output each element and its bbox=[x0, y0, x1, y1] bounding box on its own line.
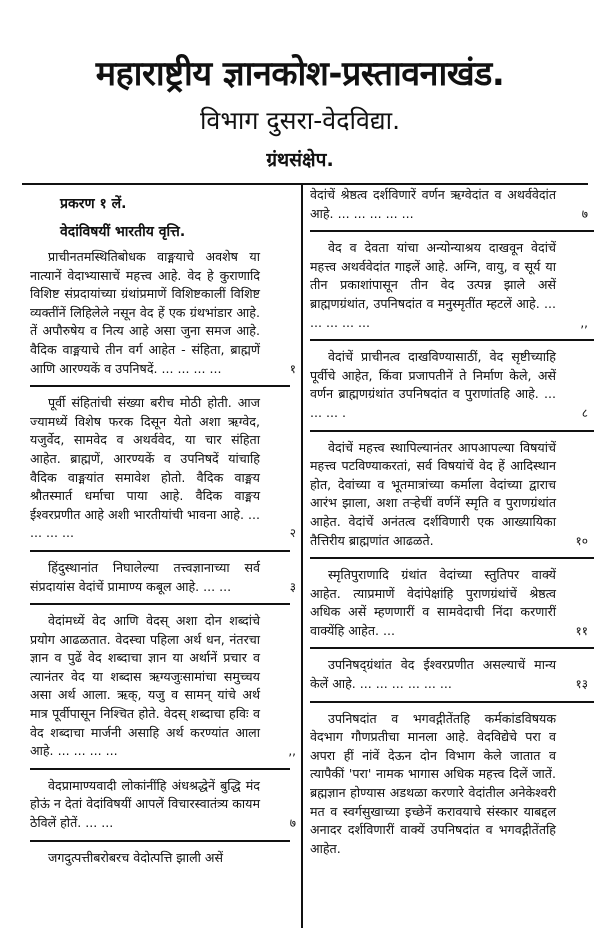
paragraph-number: १ bbox=[289, 361, 296, 376]
page-title: महाराष्ट्रीय ज्ञानकोश-प्रस्तावनाखंड. bbox=[95, 54, 505, 94]
paragraph-number: ७ bbox=[581, 206, 588, 221]
paragraph bbox=[30, 777, 296, 833]
paragraph-text: हिंदुस्थानांत निघालेल्या तत्त्वज्ञानाच्या सर्व संप्रदायांस वेदांचें प्रामाण्य कबूल आहे. ... ... bbox=[30, 559, 260, 594]
paragraph-number: ७ bbox=[289, 816, 296, 831]
paragraph-separator bbox=[310, 647, 594, 649]
paragraph bbox=[310, 348, 588, 422]
paragraph-text: उपनिषद्ग्रंथांत वेद ईश्वरप्रणीत असल्याचें मान्य केलें आहे. ... ... ... ... ... ... bbox=[310, 657, 556, 692]
paragraph-text: वेदांचें श्रेष्ठत्व दर्शविणारें वर्णन ऋग्वेदांत व अथर्ववेदांत आहे. ... ... ... ... ... bbox=[310, 187, 556, 221]
paragraph bbox=[30, 849, 260, 868]
paragraph-text: जगदुत्पत्तीबरोबरच वेदोत्पत्ति झाली असें bbox=[48, 849, 224, 865]
paragraph-number: २ bbox=[289, 526, 296, 541]
paragraph-separator bbox=[30, 550, 290, 552]
paragraph-number: ११ bbox=[575, 623, 588, 638]
page-subtitle: विभाग दुसरा-वेदविद्या. bbox=[199, 106, 401, 135]
paragraph-number: १३ bbox=[575, 677, 588, 692]
paragraph-separator bbox=[30, 840, 290, 842]
left-column bbox=[30, 186, 296, 867]
paragraph bbox=[30, 248, 296, 378]
column-divider bbox=[301, 183, 303, 928]
paragraph-text: वेदांचें प्राचीनत्व दाखविण्यासाठीं, वेद सृष्टीच्याहि पूर्वीचे आहेत, किंवा प्रजापतीनें ते निर्माण केले, असें वर्णन ब्राह्मणग्रंथांत उपनिषदांत व पुराणांतहि आहे. ... ... ... . bbox=[310, 349, 556, 420]
paragraph-separator bbox=[310, 339, 594, 341]
paragraph bbox=[30, 394, 296, 543]
paragraph-separator bbox=[30, 385, 290, 387]
paragraph bbox=[30, 559, 296, 596]
paragraph-number: ,, bbox=[288, 744, 296, 759]
paragraph-separator bbox=[30, 768, 290, 770]
paragraph-separator bbox=[310, 701, 594, 703]
paragraph bbox=[310, 186, 588, 223]
paragraph bbox=[310, 439, 588, 551]
paragraph bbox=[310, 239, 588, 332]
section-title: ग्रंथसंक्षेप. bbox=[266, 149, 334, 171]
paragraph-text: प्राचीनतमस्थितिबोधक वाङ्मयाचे अवशेष या नात्यानें वेदाभ्यासाचें महत्त्व आहे. वेद हे कुराणादि विशिष्ट संप्रदायांच्या ग्रंथांप्रमाणें विशिष्टकालीं विशिष्ट व्यक्तींनें लिहिलेले नसून वेद हें एक ग्रंथभांडार आहे. तें अपौरुषेय व नित्य आहे असा जुना समज आहे. वैदिक वाङ्मयाचे तीन वर्ग आहेत - संहिता, ब्राह्मणें आणि आरण्यकें व उपनिषदें. ... ... ... ... bbox=[30, 249, 260, 376]
paragraph-number: ,, bbox=[580, 315, 588, 330]
right-column bbox=[310, 186, 588, 858]
paragraph-number: ३ bbox=[289, 579, 296, 594]
paragraph-text: स्मृतिपुराणादि ग्रंथांत वेदांच्या स्तुतिपर वाक्यें आहेत. त्याप्रमाणें वेदांपेक्षांहि पुराणग्रंथांचें श्रेष्ठत्व अधिक असें म्हणणारीं व सामवेदाची निंदा करणारीं वाक्येंहि आहेत. ... bbox=[310, 567, 556, 638]
header-rule bbox=[22, 183, 588, 185]
chapter-subheading: वेदांविषयीं भारतीय वृत्ति. bbox=[60, 224, 186, 240]
paragraph-text: उपनिषदांत व भगवद्गीतेंतहि कर्मकांडविषयक वेदभाग गौणप्रतीचा मानला आहे. वेदविद्येचे परा व अपरा हीं नांवें देऊन दोन विभाग केले जातात व त्यापैकीं 'परा' नामक भागास अधिक महत्त्व दिलें जातें. ब्रह्मज्ञान होण्यास अडथळा करणारे वेदांतील अनेकेश्वरी मत व स्वर्गसुखाच्या इच्छेनें करावयाचे संस्कार याबद्दल अनादर दर्शविणारीं वाक्यें उपनिषदांत व भगवद्गीतेंतहि आहेत. bbox=[310, 710, 556, 856]
paragraph-text: पूर्वी संहितांची संख्या बरीच मोठी होती. आज ज्यामध्यें विशेष फरक दिसून येतो अशा ऋग्वेद, यजुर्वेद, सामवेद व अथर्ववेद, या चार संहिता आहेत. ब्राह्मणें, आरण्यकें व उपनिषदें यांचाहि वैदिक वाङ्मयांत समावेश होतो. वैदिक वाङ्मय श्रौतस्मार्त धर्माचा पाया आहे. वैदिक वाङ्मय ईश्वरप्रणीत आहे अशी भारतीयांची भावना आहे. ... ... ... ... bbox=[30, 395, 260, 541]
paragraph bbox=[310, 710, 556, 859]
chapter-heading: प्रकरण १ लें. bbox=[60, 196, 127, 212]
paragraph bbox=[310, 566, 588, 640]
paragraph-text: वेद व देवता यांचा अन्योन्याश्रय दाखवून वेदांचें महत्त्व अथर्ववेदांत गाइलें आहे. अग्नि, वायु, व सूर्य या तीन प्रकाशांपासून तीन वेद उत्पन्न झाले असें ब्राह्मणग्रंथांत, उपनिषदांत व मनुस्मृतींत म्हटलें आहे. ... ... ... ... ... bbox=[310, 240, 556, 330]
paragraph-separator bbox=[310, 430, 594, 432]
paragraph-text: वेदांमध्यें वेद आणि वेदस् अशा दोन शब्दांचे प्रयोग आढळतात. वेदस्चा पहिला अर्थ धन, नंतरचा ज्ञान व पुढें वेद शब्दाचा ज्ञान या अर्थानें प्रचार व त्यानंतर वेद या शब्दास ऋग्यजुःसामांचा समुच्चय असा अर्थ आला. ऋक्, यजु व सामन् यांचे अर्थ मात्र पूर्वीपासून निश्चित होते. वेदस् शब्दाचा हविः व वेद शब्दाचा मार्जनी असाहि अर्थ करण्यांत आला आहे. ... ... ... ... bbox=[30, 613, 260, 759]
paragraph-text: वेदांचें महत्त्व स्थापिल्यानंतर आपआपल्या विषयांचें महत्त्व पटविण्याकरतां, सर्व विषयांचें वेद हें आदिस्थान होत, देवांच्या व भूतमात्रांच्या कर्माला वेदांच्या द्वाराच आरंभ झाला, अशा तऱ्हेचीं वर्णनें स्मृति व पुराणग्रंथांत आहेत. वेदांचें अनंतत्व दर्शविणारी एक आख्यायिका तैत्तिरीय ब्राह्मणांत आढळते. bbox=[310, 439, 556, 548]
paragraph-number: ८ bbox=[581, 405, 588, 420]
paragraph bbox=[30, 612, 296, 761]
paragraph-number: १० bbox=[575, 533, 588, 548]
paragraph-separator bbox=[30, 603, 290, 605]
paragraph-separator bbox=[310, 230, 594, 232]
paragraph-text: वेदप्रामाण्यवादी लोकांनींहि अंधश्रद्धेनें बुद्धि मंद होऊं न देतां वेदांविषयीं आपलें विचारस्वातंत्र्य कायम ठेविलें होतें. ... ... bbox=[30, 777, 260, 831]
paragraph-separator bbox=[310, 557, 594, 559]
paragraph bbox=[310, 656, 588, 693]
